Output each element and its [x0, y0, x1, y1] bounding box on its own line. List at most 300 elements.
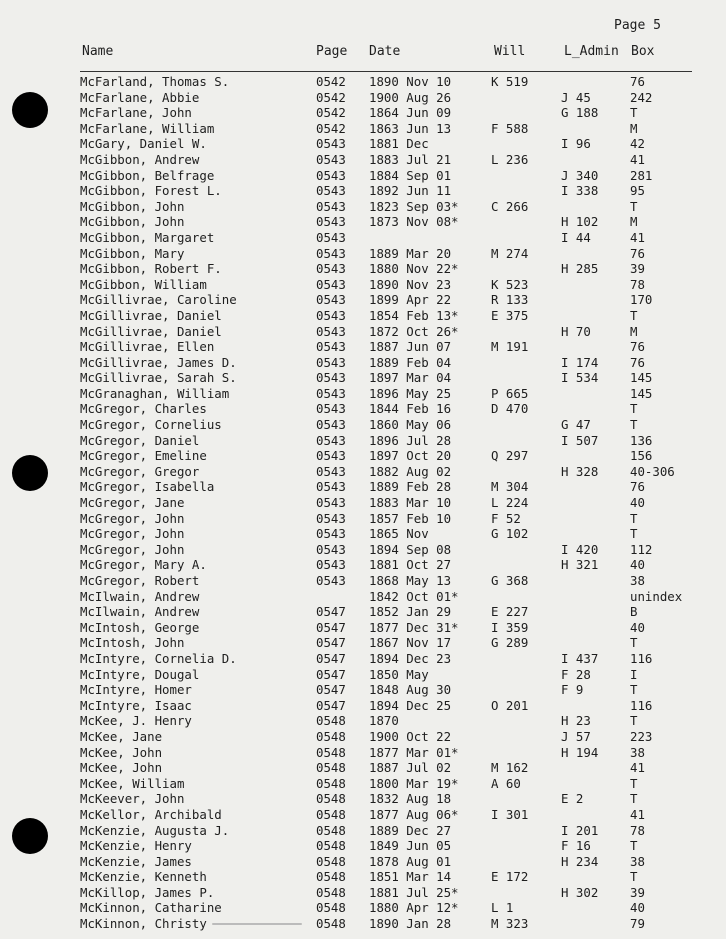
cell-page: 0543 [316, 479, 346, 495]
cell-box: T [630, 682, 638, 698]
table-row [0, 90, 726, 106]
cell-date: 1887 Jun 07 [369, 339, 452, 355]
cell-admin: H 70 [561, 323, 591, 339]
table-row [0, 386, 726, 402]
cell-admin: J 45 [561, 89, 591, 105]
cell-name: McKenzie, Augusta J. [80, 822, 230, 838]
cell-name: McIntosh, John [80, 635, 185, 651]
header-date: Date [369, 44, 401, 59]
cell-page: 0547 [316, 682, 346, 698]
cell-box: 76 [630, 354, 645, 370]
cell-will: Q 297 [491, 448, 529, 464]
table-body [0, 74, 726, 932]
cell-will: G 289 [491, 635, 529, 651]
cell-date: 1890 Nov 23 [369, 276, 452, 292]
table-row [0, 121, 726, 137]
cell-box: 41 [630, 760, 645, 776]
table-row [0, 869, 726, 885]
cell-name: McIntosh, George [80, 619, 200, 635]
table-row [0, 823, 726, 839]
table-row [0, 776, 726, 792]
cell-date: 1849 Jun 05 [369, 838, 452, 854]
cell-date: 1864 Jun 09 [369, 105, 452, 121]
cell-admin: I 174 [561, 354, 599, 370]
cell-page: 0543 [316, 495, 346, 511]
cell-box: 39 [630, 884, 645, 900]
cell-will: I 301 [491, 806, 529, 822]
table-row [0, 838, 726, 854]
table-row [0, 557, 726, 573]
cell-box: 112 [630, 541, 653, 557]
cell-will: D 470 [491, 401, 529, 417]
cell-name: McKinnon, Catharine [80, 900, 222, 916]
cell-date: 1878 Aug 01 [369, 853, 452, 869]
table-row [0, 339, 726, 355]
table-row [0, 370, 726, 386]
table-row [0, 885, 726, 901]
cell-admin: I 201 [561, 822, 599, 838]
cell-page: 0548 [316, 822, 346, 838]
cell-name: McGary, Daniel W. [80, 136, 207, 152]
cell-admin: H 234 [561, 853, 599, 869]
cell-name: McIntyre, Homer [80, 682, 192, 698]
cell-name: McIlwain, Andrew [80, 588, 200, 604]
table-row [0, 355, 726, 371]
cell-box: 79 [630, 916, 645, 932]
cell-box: I [630, 666, 638, 682]
cell-will: L 224 [491, 495, 529, 511]
cell-will: M 162 [491, 760, 529, 776]
cell-admin: H 102 [561, 214, 599, 230]
header-box: Box [631, 44, 655, 59]
table-row [0, 261, 726, 277]
cell-page: 0547 [316, 697, 346, 713]
table-row [0, 417, 726, 433]
table-row [0, 168, 726, 184]
cell-box: 78 [630, 276, 645, 292]
cell-page: 0543 [316, 401, 346, 417]
cell-page: 0547 [316, 666, 346, 682]
cell-admin: G 188 [561, 105, 599, 121]
cell-admin: J 340 [561, 167, 599, 183]
cell-box: T [630, 838, 638, 854]
cell-date: 1881 Jul 25* [369, 884, 459, 900]
cell-name: McGregor, Charles [80, 401, 207, 417]
cell-date: 1832 Aug 18 [369, 791, 452, 807]
cell-box: B [630, 604, 638, 620]
table-row [0, 511, 726, 527]
cell-box: 78 [630, 822, 645, 838]
cell-page: 0543 [316, 463, 346, 479]
cell-page: 0543 [316, 541, 346, 557]
table-row [0, 698, 726, 714]
cell-admin: I 420 [561, 541, 599, 557]
cell-name: McKeever, John [80, 791, 185, 807]
cell-page: 0543 [316, 229, 346, 245]
cell-admin: H 194 [561, 744, 599, 760]
cell-page: 0548 [316, 838, 346, 854]
table-row [0, 900, 726, 916]
cell-page: 0543 [316, 417, 346, 433]
cell-box: 40 [630, 495, 645, 511]
cell-box: T [630, 105, 638, 121]
table-row [0, 635, 726, 651]
cell-date: 1889 Mar 20 [369, 245, 452, 261]
cell-name: McKenzie, Henry [80, 838, 192, 854]
cell-will: A 60 [491, 775, 521, 791]
cell-date: 1873 Nov 08* [369, 214, 459, 230]
table-row [0, 74, 726, 90]
cell-name: McKee, John [80, 760, 163, 776]
cell-date: 1880 Nov 22* [369, 261, 459, 277]
cell-name: McGibbon, Forest L. [80, 183, 222, 199]
table-row [0, 479, 726, 495]
cell-date: 1896 Jul 28 [369, 432, 452, 448]
table-row [0, 152, 726, 168]
table-row [0, 464, 726, 480]
cell-date: 1881 Dec [369, 136, 429, 152]
cell-box: 76 [630, 339, 645, 355]
cell-date: 1897 Mar 04 [369, 370, 452, 386]
cell-date: 1877 Dec 31* [369, 619, 459, 635]
table-row [0, 589, 726, 605]
cell-box: T [630, 401, 638, 417]
cell-date: 1890 Jan 28 [369, 916, 452, 932]
cell-date: 1900 Oct 22 [369, 728, 452, 744]
cell-admin: I 534 [561, 370, 599, 386]
cell-box: M [630, 120, 638, 136]
cell-name: McKee, Jane [80, 728, 163, 744]
cell-box: 116 [630, 697, 653, 713]
cell-box: T [630, 510, 638, 526]
cell-page: 0543 [316, 151, 346, 167]
cell-box: T [630, 526, 638, 542]
cell-date: 1883 Mar 10 [369, 495, 452, 511]
cell-box: 40 [630, 619, 645, 635]
cell-box: 281 [630, 167, 653, 183]
cell-box: 41 [630, 151, 645, 167]
cell-name: McKenzie, James [80, 853, 192, 869]
cell-admin: F 16 [561, 838, 591, 854]
table-row [0, 448, 726, 464]
cell-date: 1854 Feb 13* [369, 307, 459, 323]
table-row [0, 433, 726, 449]
cell-name: McGregor, Daniel [80, 432, 200, 448]
table-row [0, 214, 726, 230]
cell-admin: H 23 [561, 713, 591, 729]
cell-will: M 274 [491, 245, 529, 261]
cell-page: 0547 [316, 635, 346, 651]
cell-box: 42 [630, 136, 645, 152]
table-row [0, 230, 726, 246]
table-row [0, 807, 726, 823]
cell-box: 145 [630, 370, 653, 386]
cell-box: 76 [630, 74, 645, 89]
cell-name: McGregor, Cornelius [80, 417, 222, 433]
cell-page: 0547 [316, 619, 346, 635]
cell-name: McGibbon, William [80, 276, 207, 292]
cell-page: 0543 [316, 183, 346, 199]
cell-date: 1877 Aug 06* [369, 806, 459, 822]
cell-name: McKinnon, Christy [80, 916, 207, 932]
cell-page: 0548 [316, 728, 346, 744]
cell-box: 38 [630, 573, 645, 588]
cell-box: 242 [630, 89, 653, 105]
cell-admin: H 302 [561, 884, 599, 900]
cell-name: McIlwain, Andrew [80, 604, 200, 620]
cell-name: McIntyre, Isaac [80, 697, 192, 713]
cell-page: 0548 [316, 916, 346, 932]
cell-date: 1872 Oct 26* [369, 323, 459, 339]
cell-admin: F 28 [561, 666, 591, 682]
cell-box: 38 [630, 853, 645, 869]
cell-admin: J 57 [561, 728, 591, 744]
table-row [0, 495, 726, 511]
cell-date: 1889 Dec 27 [369, 822, 452, 838]
cell-box: 95 [630, 183, 645, 199]
cell-page: 0543 [316, 167, 346, 183]
cell-box: 38 [630, 744, 645, 760]
cell-name: McGregor, Emeline [80, 448, 207, 464]
header-rule [80, 71, 692, 72]
cell-name: McKee, John [80, 744, 163, 760]
cell-date: 1894 Sep 08 [369, 541, 452, 557]
header-admin: L_Admin [564, 44, 619, 59]
cell-admin: G 47 [561, 417, 591, 433]
cell-will: M 323 [491, 916, 529, 932]
cell-name: McGillivrae, Daniel [80, 323, 222, 339]
cell-name: McKee, J. Henry [80, 713, 192, 729]
cell-admin: I 44 [561, 229, 591, 245]
cell-page: 0543 [316, 448, 346, 464]
table-row [0, 760, 726, 776]
cell-page: 0548 [316, 869, 346, 885]
cell-box: T [630, 791, 638, 807]
cell-box: 156 [630, 448, 653, 464]
cell-page: 0548 [316, 884, 346, 900]
cell-name: McGillivrae, Caroline [80, 292, 237, 308]
cell-will: M 304 [491, 479, 529, 495]
table-row [0, 292, 726, 308]
cell-name: McGregor, Mary A. [80, 557, 207, 573]
cell-page: 0543 [316, 307, 346, 323]
cell-box: 170 [630, 292, 653, 308]
cell-name: McGregor, Robert [80, 573, 200, 588]
cell-name: McGillivrae, James D. [80, 354, 237, 370]
cell-page: 0548 [316, 775, 346, 791]
cell-will: O 201 [491, 697, 529, 713]
cell-name: McFarland, Thomas S. [80, 74, 230, 89]
cell-page: 0547 [316, 650, 346, 666]
cell-box: 116 [630, 650, 653, 666]
cell-page: 0543 [316, 526, 346, 542]
cell-date: 1892 Jun 11 [369, 183, 452, 199]
cell-date: 1848 Aug 30 [369, 682, 452, 698]
cell-name: McGillivrae, Ellen [80, 339, 215, 355]
cell-box: T [630, 307, 638, 323]
cell-date: 1800 Mar 19* [369, 775, 459, 791]
cell-name: McGillivrae, Sarah S. [80, 370, 237, 386]
cell-will: E 227 [491, 604, 529, 620]
cell-will: L 236 [491, 151, 529, 167]
cell-name: McGranaghan, William [80, 385, 230, 401]
cell-page: 0548 [316, 713, 346, 729]
header-will: Will [494, 44, 526, 59]
cell-date: 1867 Nov 17 [369, 635, 452, 651]
cell-page: 0543 [316, 370, 346, 386]
cell-name: McGibbon, Margaret [80, 229, 215, 245]
scan-smudge [212, 923, 302, 925]
cell-box: 76 [630, 245, 645, 261]
cell-will: L 1 [491, 900, 514, 916]
cell-name: McGregor, John [80, 510, 185, 526]
cell-box: T [630, 635, 638, 651]
cell-admin: I 507 [561, 432, 599, 448]
cell-date: 1899 Apr 22 [369, 292, 452, 308]
cell-name: McIntyre, Dougal [80, 666, 200, 682]
table-row [0, 682, 726, 698]
cell-page: 0543 [316, 276, 346, 292]
cell-name: McGibbon, John [80, 214, 185, 230]
cell-page: 0543 [316, 261, 346, 277]
cell-date: 1884 Sep 01 [369, 167, 452, 183]
cell-page: 0543 [316, 339, 346, 355]
cell-date: 1868 May 13 [369, 573, 452, 588]
cell-name: McFarlane, William [80, 120, 215, 136]
cell-admin: I 437 [561, 650, 599, 666]
table-row [0, 651, 726, 667]
cell-date: 1897 Oct 20 [369, 448, 452, 464]
table-row [0, 604, 726, 620]
table-row [0, 199, 726, 215]
cell-name: McFarlane, John [80, 105, 192, 121]
cell-name: McKenzie, Kenneth [80, 869, 207, 885]
cell-box: 40-306 [630, 463, 675, 479]
cell-page: 0543 [316, 432, 346, 448]
cell-page: 0543 [316, 385, 346, 401]
cell-will: F 588 [491, 120, 529, 136]
cell-name: McGibbon, Robert F. [80, 261, 222, 277]
cell-will: E 172 [491, 869, 529, 885]
cell-box: T [630, 713, 638, 729]
cell-box: M [630, 323, 638, 339]
cell-admin: H 328 [561, 463, 599, 479]
cell-name: McGregor, Jane [80, 495, 185, 511]
table-row [0, 573, 726, 589]
cell-date: 1882 Aug 02 [369, 463, 452, 479]
cell-name: McGibbon, Andrew [80, 151, 200, 167]
cell-name: McKillop, James P. [80, 884, 215, 900]
table-row [0, 745, 726, 761]
cell-date: 1896 May 25 [369, 385, 452, 401]
cell-page: 0547 [316, 604, 346, 620]
cell-name: McGregor, John [80, 541, 185, 557]
table-row [0, 791, 726, 807]
cell-date: 1889 Feb 04 [369, 354, 452, 370]
cell-box: 136 [630, 432, 653, 448]
cell-page: 0543 [316, 136, 346, 152]
table-row [0, 542, 726, 558]
cell-page: 0542 [316, 74, 346, 89]
header-name: Name [82, 44, 114, 59]
cell-box: 76 [630, 479, 645, 495]
header-page: Page [316, 44, 348, 59]
cell-date: 1877 Mar 01* [369, 744, 459, 760]
cell-page: 0543 [316, 354, 346, 370]
table-row [0, 308, 726, 324]
cell-will: F 52 [491, 510, 521, 526]
cell-box: T [630, 869, 638, 885]
table-row [0, 277, 726, 293]
cell-date: 1863 Jun 13 [369, 120, 452, 136]
cell-name: McKee, William [80, 775, 185, 791]
table-row [0, 105, 726, 121]
cell-name: McGregor, Gregor [80, 463, 200, 479]
cell-box: 39 [630, 261, 645, 277]
cell-name: McGibbon, Mary [80, 245, 185, 261]
table-row [0, 136, 726, 152]
cell-name: McGillivrae, Daniel [80, 307, 222, 323]
cell-will: C 266 [491, 198, 529, 214]
cell-box: M [630, 214, 638, 230]
cell-will: I 359 [491, 619, 529, 635]
cell-admin: H 321 [561, 557, 599, 573]
cell-name: McKellor, Archibald [80, 806, 222, 822]
cell-date: 1842 Oct 01* [369, 588, 459, 604]
cell-name: McIntyre, Cornelia D. [80, 650, 237, 666]
table-row [0, 526, 726, 542]
cell-date: 1851 Mar 14 [369, 869, 452, 885]
cell-page: 0543 [316, 510, 346, 526]
cell-page: 0548 [316, 760, 346, 776]
table-row [0, 854, 726, 870]
table-row [0, 729, 726, 745]
cell-page: 0542 [316, 120, 346, 136]
cell-page: 0543 [316, 198, 346, 214]
cell-date: 1852 Jan 29 [369, 604, 452, 620]
table-row [0, 324, 726, 340]
cell-date: 1857 Feb 10 [369, 510, 452, 526]
cell-page: 0543 [316, 573, 346, 588]
cell-date: 1887 Jul 02 [369, 760, 452, 776]
cell-page: 0543 [316, 214, 346, 230]
cell-will: K 523 [491, 276, 529, 292]
cell-page: 0548 [316, 791, 346, 807]
table-row [0, 246, 726, 262]
table-row [0, 401, 726, 417]
cell-admin: I 338 [561, 183, 599, 199]
cell-will: M 191 [491, 339, 529, 355]
cell-box: T [630, 775, 638, 791]
cell-date: 1894 Dec 25 [369, 697, 452, 713]
cell-box: 40 [630, 900, 645, 916]
cell-admin: E 2 [561, 791, 584, 807]
cell-name: McFarlane, Abbie [80, 89, 200, 105]
cell-name: McGregor, John [80, 526, 185, 542]
page-number: Page 5 [614, 18, 661, 33]
table-header [0, 44, 726, 60]
cell-name: McGibbon, Belfrage [80, 167, 215, 183]
cell-will: E 375 [491, 307, 529, 323]
cell-admin: H 285 [561, 261, 599, 277]
cell-date: 1880 Apr 12* [369, 900, 459, 916]
cell-date: 1865 Nov [369, 526, 429, 542]
cell-box: 41 [630, 806, 645, 822]
cell-box: 145 [630, 385, 653, 401]
cell-date: 1900 Aug 26 [369, 89, 452, 105]
cell-date: 1890 Nov 10 [369, 74, 452, 89]
cell-name: McGibbon, John [80, 198, 185, 214]
